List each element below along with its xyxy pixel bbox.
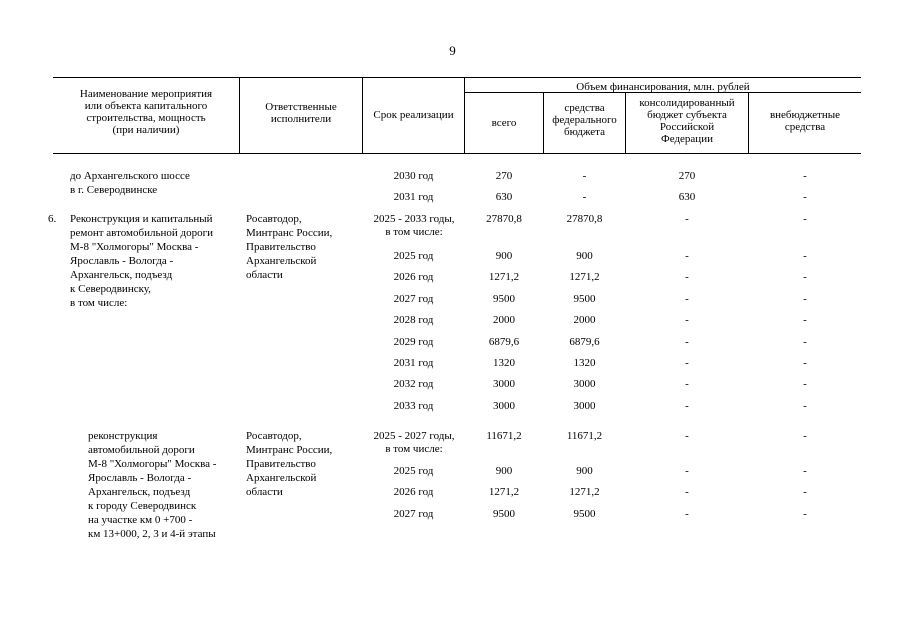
regional-cell: - [685,314,689,327]
term-cell: в том числе: [385,226,443,238]
extrabudget-cell: - [803,399,807,412]
header-text: строительства, мощность [86,112,206,124]
total-cell: 630 [495,191,513,203]
term-cell: 2028 год [393,314,434,327]
federal-cell: 900 [576,465,593,477]
extrabudget-cell: - [803,213,807,225]
header-top-rule [53,77,861,78]
regional-cell: - [685,486,689,499]
regional-cell: 630 [678,191,696,203]
term-cell: 2025 - 2027 годы, [373,430,455,442]
regional-cell: - [685,357,689,369]
header-text: средства [564,102,605,114]
total-cell: 9500 [493,292,515,305]
cell-text: Правительство [246,458,316,470]
federal-cell: 900 [576,250,593,262]
header-text: исполнители [270,113,332,125]
term-cell: 2025 год [393,465,434,477]
header-text: федерального [552,114,617,126]
federal-cell: 9500 [573,507,596,520]
federal-cell: - [582,170,587,182]
regional-cell: - [685,271,689,284]
extrabudget-cell: - [803,465,807,477]
federal-cell: - [582,191,587,203]
federal-cell: 11671,2 [566,430,603,442]
cell-text: области [246,486,283,498]
header-bottom-rule [53,153,861,154]
regional-cell: - [685,507,689,520]
extrabudget-cell: - [803,335,807,348]
regional-cell: - [685,213,689,225]
federal-cell: 9500 [573,292,596,305]
cell-text: ремонт автомобильной дороги [70,227,214,239]
header-text: внебюджетные [769,109,841,121]
term-cell: 2025 - 2033 годы, [373,213,455,225]
term-cell: 2027 год [393,292,434,305]
total-cell: 1271,2 [488,486,520,499]
extrabudget-cell: - [803,507,807,520]
header-text: бюджета [563,126,605,138]
extrabudget-cell: - [803,486,807,499]
regional-cell: 270 [678,170,696,182]
cell-text: области [246,269,283,281]
cell-text: М-8 "Холмогоры" Москва - [88,458,217,470]
header-text: Федерации [661,133,713,145]
federal-cell: 3000 [573,378,596,391]
total-cell: 1271,2 [488,271,520,284]
header-term-column: Срок реализации [373,109,454,121]
cell-text: к городу Северодвинск [88,500,197,512]
federal-cell: 1271,2 [569,271,600,284]
regional-cell: - [685,430,689,442]
total-cell: 900 [495,250,513,262]
term-cell: 2032 год [393,378,434,391]
total-cell: 3000 [493,378,515,391]
term-cell: 2029 год [393,335,434,348]
total-cell: 9500 [493,507,515,520]
cell-text: Реконструкция и капитальный [70,213,213,225]
cell-text: М-8 "Холмогоры" Москва - [70,241,199,253]
cell-text: Архангельск, подъезд [70,269,173,281]
term-cell: 2031 год [393,191,434,203]
cell-text: Росавтодор, [246,213,302,225]
federal-cell: 1271,2 [569,486,600,499]
extrabudget-cell: - [803,191,807,203]
cell-text: Росавтодор, [246,430,302,442]
term-cell: 2033 год [393,399,434,412]
regional-cell: - [685,335,689,348]
cell-text: Архангельск, подъезд [88,486,191,498]
total-cell: 3000 [493,399,515,412]
cell-text: Ярославль - Вологда - [70,255,174,267]
cell-text: Архангельской [246,255,317,267]
regional-cell: - [685,465,689,477]
header-text: Наименование мероприятия [79,88,213,100]
cell-text: автомобильной дороги [88,444,195,456]
term-cell: 2025 год [393,250,434,262]
total-cell: 900 [495,465,513,477]
page-number: 9 [449,43,456,58]
header-text: (при наличии) [112,124,180,136]
extrabudget-cell: - [803,430,807,442]
header-text: Российской [659,121,715,133]
cell-text: Минтранс России, [246,444,333,456]
cell-text: Правительство [246,241,316,253]
header-text: средства [784,121,826,133]
regional-cell: - [685,399,689,412]
extrabudget-cell: - [803,378,807,391]
regional-cell: - [685,250,689,262]
cell-text: Архангельской [246,472,317,484]
cell-text: Ярославль - Вологда - [88,472,192,484]
cell-text: в том числе: [70,297,128,309]
federal-cell: 1320 [573,357,596,369]
extrabudget-cell: - [803,314,807,327]
extrabudget-cell: - [803,357,807,369]
header-text: консолидированный [639,97,735,109]
cell-text: км 13+000, 2, 3 и 4-й этапы [88,528,216,540]
extrabudget-cell: - [803,292,807,305]
header-text: или объекта капитального [84,100,208,112]
term-cell: 2031 год [393,357,434,369]
term-cell: в том числе: [385,443,443,455]
header-financing-group: Объем финансирования, млн. рублей [576,81,750,93]
term-cell: 2027 год [393,507,434,520]
cell-text: до Архангельского шоссе [70,170,190,182]
total-cell: 27870,8 [486,213,522,225]
total-cell: 11671,2 [486,430,522,442]
term-cell: 2026 год [393,486,434,499]
federal-cell: 6879,6 [569,335,600,348]
federal-cell: 2000 [573,314,596,327]
extrabudget-cell: - [803,250,807,262]
cell-text: в г. Северодвинске [70,184,158,196]
federal-cell: 27870,8 [566,213,603,225]
cell-text: реконструкция [88,430,158,442]
header-text: бюджет субъекта [647,109,727,121]
item-number: 6. [48,213,57,225]
header-total-column: всего [491,117,517,129]
term-cell: 2030 год [393,170,434,182]
total-cell: 6879,6 [488,335,520,348]
cell-text: к Северодвинску, [70,283,151,295]
term-cell: 2026 год [393,271,434,284]
total-cell: 270 [495,170,513,182]
regional-cell: - [685,292,689,305]
federal-cell: 3000 [573,399,596,412]
regional-cell: - [685,378,689,391]
cell-text: Минтранс России, [246,227,333,239]
total-cell: 2000 [493,314,515,327]
extrabudget-cell: - [803,170,807,182]
total-cell: 1320 [493,357,515,369]
cell-text: на участке км 0 +700 - [88,514,193,526]
header-text: Ответственные [265,101,337,113]
extrabudget-cell: - [803,271,807,284]
